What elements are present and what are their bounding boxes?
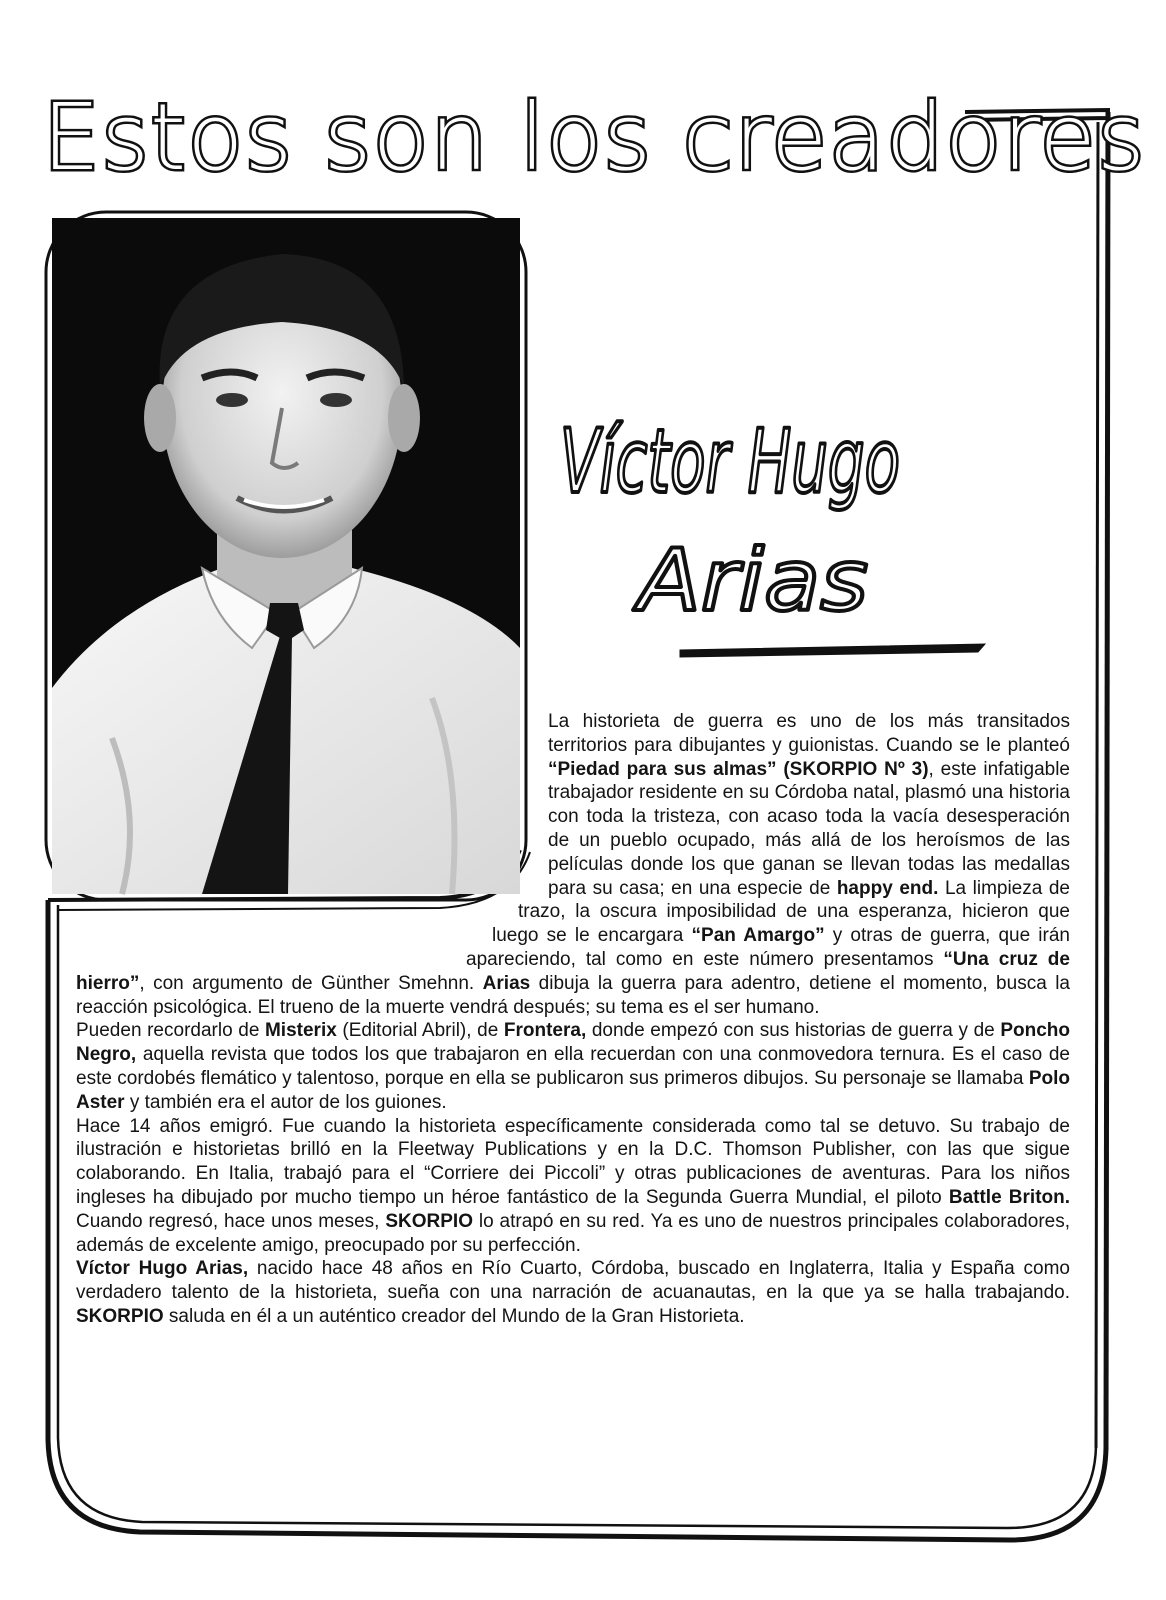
page-title: Estos son los creadores xyxy=(42,84,1146,191)
article-paragraph-4: Víctor Hugo Arias, nacido hace 48 años en Río Cuarto, Córdoba, buscado en Inglaterra, Italia y España como verdadero talento de la historieta, sueña con una narración de acuanautas, en la que ya se halla trabajando. SKORPIO saluda en él a un auténtico creador del Mundo de la Gran Historieta. xyxy=(76,1258,1070,1327)
name-line-1: Víctor Hugo xyxy=(560,410,900,513)
article-body xyxy=(76,710,1070,1329)
article-paragraph-2: Pueden recordarlo de Misterix (Editorial Abril), de Frontera, donde empezó con sus historias de guerra y de Poncho Negro, aquella revista que todos los que trabajaron en ella recuerdan con una conmovedora ternura. Es el caso de este cordobés flemático y talentoso, porque en ella se publicaron sus primeros dibujos. Su personaje se llamaba Polo Aster y también era el autor de los guiones. xyxy=(76,1020,1070,1113)
handwritten-name xyxy=(560,400,1020,660)
name-line-2: Arias xyxy=(632,531,868,631)
article-paragraph-3: Hace 14 años emigró. Fue cuando la historieta específicamente considerada como tal se detuvo. Su trabajo de ilustración e historietas brilló en la Fleetway Publications y en la D.C. Thomson Publisher, con las que sigue colaborando. En Italia, trabajó para el “Corriere dei Piccoli” y otras publicaciones de aventuras. Para los niños ingleses ha dibujado por mucho tiempo un héroe fantástico de la Segunda Guerra Mundial, el piloto Battle Briton. Cuando regresó, hace unos meses, SKORPIO lo atrapó en su red. Ya es uno de nuestros principales colaboradores, además de excelente amigo, preocupado por su perfección. xyxy=(76,1115,1071,1256)
frame-right-line xyxy=(1106,112,1108,1450)
article-paragraph-1: La historieta de guerra es uno de los más transitados territorios para dibujantes y guionistas. Cuando se le planteó “Piedad para sus almas” (SKORPIO Nº 3), este infatigable trabajador residente en su Córdoba natal, plasmó una historia con toda la tristeza, con acaso toda la vacía desesperación de un pueblo ocupado, más allá de los heroísmos de las películas donde los que ganan se llevan todas las medallas para su casa; en una especie de happy end. La limpieza de trazo, la oscura imposibilidad de una esperanza, hicieron que luego se le encargara “Pan Amargo” y otras de guerra, que irán apareciendo, tal como en este número presentamos “Una cruz de hierro”, con argumento de Günther Smehnn. Arias dibuja la guerra para adentro, detiene el momento, busca la reacción psicológica. El trueno de la muerte vendrá después; su tema es el ser humano. xyxy=(76,711,1070,1018)
